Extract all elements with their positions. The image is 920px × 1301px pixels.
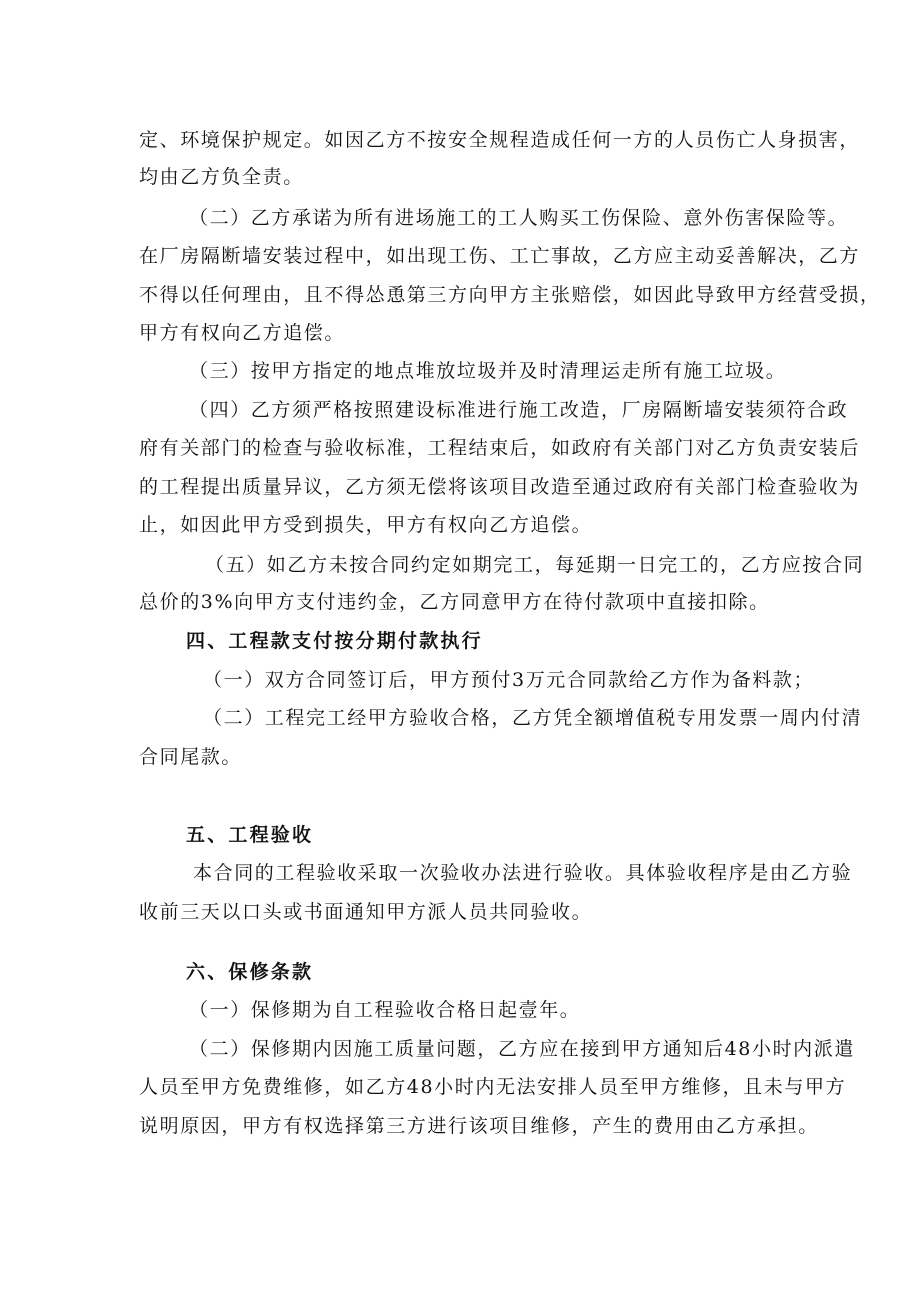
body-line: 均由乙方负全责。 (139, 166, 304, 188)
body-line: （四）乙方须严格按照建设标准进行施工改造，厂房隔断墙安装须符合政 (189, 399, 849, 421)
body-line: （一）双方合同签订后，甲方预付3万元合同款给乙方作为备料款； (203, 669, 815, 691)
body-line: 府有关部门的检查与验收标准，工程结束后，如政府有关部门对乙方负责安装后 (139, 437, 861, 459)
body-line: 定、环境保护规定。如因乙方不按安全规程造成任何一方的人员伤亡人身损害， (139, 129, 861, 151)
body-line: 止，如因此甲方受到损失，甲方有权向乙方追偿。 (139, 514, 593, 536)
body-line: 合同尾款。 (139, 746, 243, 768)
section-heading: 五、工程验收 (186, 824, 314, 846)
section-heading: 四、工程款支付按分期付款执行 (186, 630, 483, 652)
body-line: 在厂房隔断墙安装过程中，如出现工伤、工亡事故，乙方应主动妥善解决，乙方 (139, 245, 861, 267)
body-line: 人员至甲方免费维修，如乙方48小时内无法安排人员至甲方维修，且未与甲方 (139, 1076, 847, 1098)
body-line: 收前三天以口头或书面通知甲方派人员共同验收。 (139, 901, 593, 923)
body-line: （一）保修期为自工程验收合格日起壹年。 (189, 999, 581, 1021)
body-line: 总价的3%向甲方支付违约金，乙方同意甲方在待付款项中直接扣除。 (139, 591, 770, 613)
body-line: 的工程提出质量异议，乙方须无偿将该项目改造至通过政府有关部门检查验收为 (139, 476, 861, 498)
body-line: 甲方有权向乙方追偿。 (139, 322, 346, 344)
body-line: 本合同的工程验收采取一次验收办法进行验收。具体验收程序是由乙方验 (193, 862, 853, 884)
body-line: 说明原因，甲方有权选择第三方进行该项目维修，产生的费用由乙方承担。 (139, 1115, 819, 1137)
body-line: （二）工程完工经甲方验收合格，乙方凭全额增值税专用发票一周内付清 (203, 707, 863, 729)
body-line: （三）按甲方指定的地点堆放垃圾并及时清理运走所有施工垃圾。 (189, 360, 787, 382)
section-heading: 六、保修条款 (186, 961, 314, 983)
body-line: （二）保修期内因施工质量问题，乙方应在接到甲方通知后48小时内派遣 (189, 1038, 855, 1060)
body-line: （五）如乙方未按合同约定如期完工，每延期一日完工的，乙方应按合同 (205, 554, 865, 576)
body-line: 不得以任何理由，且不得怂恿第三方向甲方主张赔偿，如因此导致甲方经营受损， (139, 284, 881, 306)
body-line: （二）乙方承诺为所有进场施工的工人购买工伤保险、意外伤害保险等。 (189, 207, 849, 229)
